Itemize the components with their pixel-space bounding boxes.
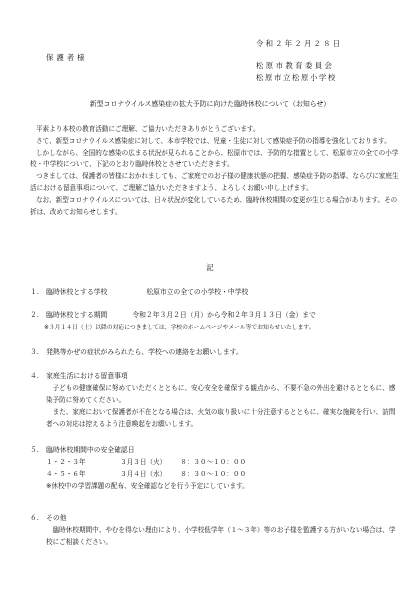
check-time: ８：３０～１０：００ bbox=[180, 470, 247, 478]
section-paragraph: 子どもの健康確保に努めていただくとともに、安心安全を確保する観点から、不要不急の外出を避けるとともに、感染予防に努めてください。 bbox=[46, 384, 396, 404]
section-paragraph: また、家庭において保護者が不在となる場合は、火気の取り扱いに十分注意するとともに、確実な施錠を行い、訪問者への対応は控えるよう注意喚起をお願いします。 bbox=[46, 408, 396, 428]
section-2 bbox=[30, 309, 402, 331]
section-text: 発熱等かぜの症状がみられたら、学校への連絡をお願いします。 bbox=[46, 348, 243, 356]
section-value: 令和２年３月２日（月）から令和２年３月１３日（金）まで bbox=[132, 311, 316, 319]
notice-date: 令和２年２月２８日 bbox=[256, 39, 343, 48]
grades: ４・５・６年 bbox=[46, 470, 86, 478]
section-4 bbox=[30, 370, 402, 430]
check-date: ３月３日（火） bbox=[120, 458, 167, 466]
section-number: ５. bbox=[30, 446, 39, 454]
section-6 bbox=[30, 512, 402, 548]
section-number: ４. bbox=[30, 372, 39, 380]
section-note: ※３月１４日（土）以降の対応につきましては、学校のホームページやメール等でお知らせいたします。 bbox=[44, 325, 315, 331]
safety-check-row bbox=[46, 468, 402, 480]
check-date: ３月４日（水） bbox=[120, 470, 167, 478]
section-5 bbox=[30, 444, 402, 492]
body-paragraph: 平素より本校の教育活動にご理解、ご協力いただきありがとうございます。 bbox=[35, 125, 260, 133]
section-number: ２. bbox=[30, 311, 39, 319]
section-1 bbox=[30, 286, 402, 296]
section-heading: 臨時休校期間中の安全確認日 bbox=[46, 446, 135, 454]
section-number: ３. bbox=[30, 348, 39, 356]
section-heading: 家庭生活における留意事項 bbox=[46, 372, 128, 380]
section-heading: その他 bbox=[46, 514, 67, 522]
section-number: ６. bbox=[30, 514, 39, 522]
section-value: 松原市立の全ての小学校・中学校 bbox=[146, 288, 249, 296]
safety-check-row bbox=[46, 456, 402, 468]
section-paragraph: 臨時休校期間中、やむを得ない理由により、小学校低学年（１～３年）等のお子様を監護する方がいない場合は、学校にご相談ください。 bbox=[46, 526, 396, 546]
section-label: 臨時休校とする学校 bbox=[46, 288, 108, 296]
section-label: 臨時休校とする期間 bbox=[46, 311, 108, 319]
section-note: ※休校中の学習課題の配布、安全確認などを行う予定にしています。 bbox=[46, 482, 249, 490]
notice-body bbox=[30, 124, 402, 218]
notice-title: 新型コロナウイルス感染症の拡大予防に向けた臨時休校について（お知らせ） bbox=[89, 100, 331, 108]
section-3 bbox=[30, 346, 402, 356]
grades: １・２・３年 bbox=[46, 458, 86, 466]
issuer-board: 松原市教育委員会 bbox=[256, 61, 335, 70]
check-time: ８：３０～１０：００ bbox=[180, 458, 247, 466]
body-paragraph: さて、新型コロナウイルス感染症に対して、本市学校では、児童・生徒に対して感染症予防の指導を強化しております。 bbox=[35, 136, 391, 145]
body-paragraph: なお、新型コロナウイルスについては、日々状況が変化しているため、臨時休校期間の変更が生じる場合があります。その折は、改めてお知らせします。 bbox=[30, 195, 398, 216]
recipient-line: 保護者様 bbox=[46, 53, 88, 62]
ki-heading: 記 bbox=[206, 263, 214, 272]
issuer-school: 松原市立松原小学校 bbox=[256, 73, 337, 82]
body-paragraph: しかしながら、全国的な感染の広まる状況が見られることから、松原市では、予防的な措置として、松原市立の全ての小学校・中学校について、下記のとおり臨時休校とさせていただきます。 bbox=[30, 148, 399, 169]
body-paragraph: つきましては、保護者の皆様におかれましても、ご家庭でのお子様の健康状態の把握、感染症予防の指導、ならびに家庭生活における留意事項について、ご理解ご協力いただきますよう、よろしくお願い申し上げます。 bbox=[30, 172, 399, 192]
section-number: １. bbox=[30, 288, 39, 296]
